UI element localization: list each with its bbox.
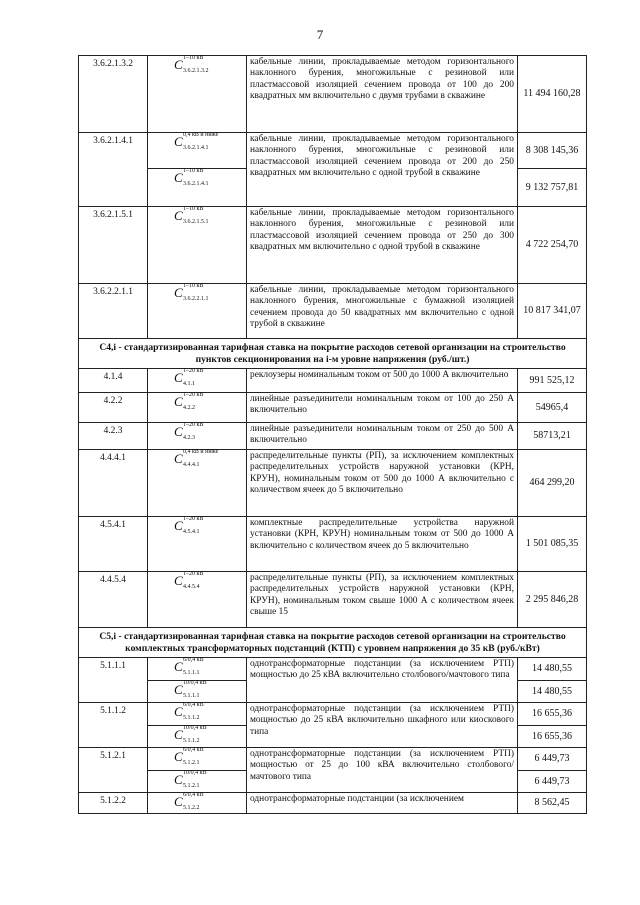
- rate-symbol: C 1–20 кВ 4.2.3: [148, 423, 247, 450]
- table-row: [79, 56, 587, 133]
- table-row: [79, 450, 587, 517]
- rate-symbol: C 1–10 кВ 3.6.2.2.1.1: [148, 284, 247, 339]
- table-row: [79, 393, 587, 423]
- row-description: кабельные линии, прокладываемые методом горизонтального наклонного бурения, многожильные с резиновой или пластмассовой изоляцией сечением провода от 200 до 250 квадратных мм включительно с одной трубой в скважине: [247, 133, 518, 207]
- row-description: кабельные линии, прокладываемые методом горизонтального наклонного бурения, многожильные с резиновой или пластмассовой изоляцией сечением провода от 250 до 300 квадратных мм включительно с одной трубой в скважине: [247, 207, 518, 284]
- row-value: 10 817 341,07: [518, 284, 587, 339]
- row-code: 5.1.2.2: [79, 793, 148, 814]
- row-code: 4.2.3: [79, 423, 148, 450]
- row-value: 2 295 846,28: [518, 572, 587, 628]
- section-header-c5: С5,i - стандартизированная тарифная ставка на покрытие расходов сетевой организации на строительство комплектных трансформаторных подстанций (КТП) с уровнем напряжения до 35 кВ (руб./кВт): [79, 628, 587, 658]
- row-code: 4.1.4: [79, 369, 148, 393]
- tariff-table: [78, 55, 587, 814]
- row-code: 4.2.2: [79, 393, 148, 423]
- row-code: 3.6.2.1.3.2: [79, 56, 148, 133]
- row-value: 14 480,55: [518, 658, 587, 681]
- rate-symbol: C 1–20 кВ 4.5.4.1: [148, 517, 247, 572]
- row-code: 4.5.4.1: [79, 517, 148, 572]
- row-description: распределительные пункты (РП), за исключением комплектных распределительных устройств наружной установки (КРН, КРУН), номинальным током свыше 1000 А с количеством ячеек свыше 15: [247, 572, 518, 628]
- table-row: [79, 423, 587, 450]
- row-value: 14 480,55: [518, 681, 587, 703]
- table-row: [79, 284, 587, 339]
- rate-symbol: C 1–10 кВ 3.6.2.1.5.1: [148, 207, 247, 284]
- table-row: [79, 748, 587, 771]
- rate-symbol: C 0,4 кВ и ниже 3.6.2.1.4.1: [148, 133, 247, 169]
- row-description: кабельные линии, прокладываемые методом горизонтального наклонного бурения, многожильные с резиновой или пластмассовой изоляцией сечением провода от 100 до 200 квадратных мм включительно с двумя трубами в скважине: [247, 56, 518, 133]
- row-description: однотрансформаторные подстанции (за исключением: [247, 793, 518, 814]
- row-value: 16 655,36: [518, 726, 587, 748]
- row-code: 3.6.2.2.1.1: [79, 284, 148, 339]
- rate-symbol: C 1–10 кВ 3.6.2.1.3.2: [148, 56, 247, 133]
- row-description: распределительные пункты (РП), за исключением комплектных распределительных устройств наружной установки (КРН, КРУН), номинальным током от 500 до 1000 А включительно с количеством ячеек до 5 включительно: [247, 450, 518, 517]
- row-code: 5.1.2.1: [79, 748, 148, 793]
- page-number: 7: [316, 27, 324, 42]
- row-code: 4.4.5.4: [79, 572, 148, 628]
- row-description: линейные разъединители номинальным током от 250 до 500 А включительно: [247, 423, 518, 450]
- row-value: 1 501 085,35: [518, 517, 587, 572]
- rate-symbol: C 10/0,4 кВ 5.1.2.1: [148, 771, 247, 793]
- row-code: 3.6.2.1.5.1: [79, 207, 148, 284]
- row-value: 991 525,12: [518, 369, 587, 393]
- rate-symbol: C 1–20 кВ 4.4.5.4: [148, 572, 247, 628]
- section-header-c4: С4,i - стандартизированная тарифная ставка на покрытие расходов сетевой организации на строительство пунктов секционирования на i-м уровне напряжения (руб./шт.): [79, 339, 587, 369]
- row-value: 4 722 254,70: [518, 207, 587, 284]
- row-description: реклоузеры номинальным током от 500 до 1000 А включительно: [247, 369, 518, 393]
- row-value: 6 449,73: [518, 771, 587, 793]
- table-row: [79, 703, 587, 726]
- rate-symbol: C 1–20 кВ 4.1.1: [148, 369, 247, 393]
- row-description: однотрансформаторные подстанции (за исключением РТП) мощностью от 25 до 100 кВА включительно столбового/мачтового типа: [247, 748, 518, 793]
- table-row: [79, 793, 587, 814]
- rate-symbol: C 10/0,4 кВ 5.1.1.2: [148, 726, 247, 748]
- row-value: 16 655,36: [518, 703, 587, 726]
- row-value: 9 132 757,81: [518, 169, 587, 207]
- table-row: [79, 517, 587, 572]
- rate-symbol: C 0,4 кВ и ниже 4.4.4.1: [148, 450, 247, 517]
- table-row: [79, 369, 587, 393]
- rate-symbol: C 6/0,4 кВ 5.1.1.2: [148, 703, 247, 726]
- row-value: 11 494 160,28: [518, 56, 587, 133]
- section-header-row: [79, 628, 587, 658]
- rate-symbol: C 6/0,4 кВ 5.1.2.1: [148, 748, 247, 771]
- row-value: 58713,21: [518, 423, 587, 450]
- row-code: 3.6.2.1.4.1: [79, 133, 148, 207]
- rate-symbol: C 10/0,4 кВ 5.1.1.1: [148, 681, 247, 703]
- row-description: линейные разъединители номинальным током от 100 до 250 А включительно: [247, 393, 518, 423]
- row-code: 5.1.1.1: [79, 658, 148, 703]
- row-description: комплектные распределительные устройства наружной установки (КРН, КРУН) номинальным током от 500 до 1000 А включительно с количеством ячеек до 5 включительно: [247, 517, 518, 572]
- row-value: 464 299,20: [518, 450, 587, 517]
- table-row: [79, 658, 587, 681]
- section-header-row: [79, 339, 587, 369]
- row-value: 8 308 145,36: [518, 133, 587, 169]
- rate-symbol: C 1–10 кВ 3.6.2.1.4.1: [148, 169, 247, 207]
- table-row: [79, 133, 587, 169]
- rate-symbol: C 1–20 кВ 4.2.2: [148, 393, 247, 423]
- row-description: кабельные линии, прокладываемые методом горизонтального наклонного бурения, многожильные с бумажной изоляцией сечением провода до 50 квадратных мм включительно с одной трубой в скважине: [247, 284, 518, 339]
- row-code: 4.4.4.1: [79, 450, 148, 517]
- table-row: [79, 572, 587, 628]
- rate-symbol: C 6/0,4 кВ 5.1.1.1: [148, 658, 247, 681]
- rate-symbol: C 6/0,4 кВ 5.1.2.2: [148, 793, 247, 814]
- row-description: однотрансформаторные подстанции (за исключением РТП) мощностью до 25 кВА включительно шкафного или киоскового типа: [247, 703, 518, 748]
- row-code: 5.1.1.2: [79, 703, 148, 748]
- table-row: [79, 207, 587, 284]
- row-value: 6 449,73: [518, 748, 587, 771]
- row-value: 8 562,45: [518, 793, 587, 814]
- row-value: 54965,4: [518, 393, 587, 423]
- row-description: однотрансформаторные подстанции (за исключением РТП) мощностью до 25 кВА включительно столбового/мачтового типа: [247, 658, 518, 703]
